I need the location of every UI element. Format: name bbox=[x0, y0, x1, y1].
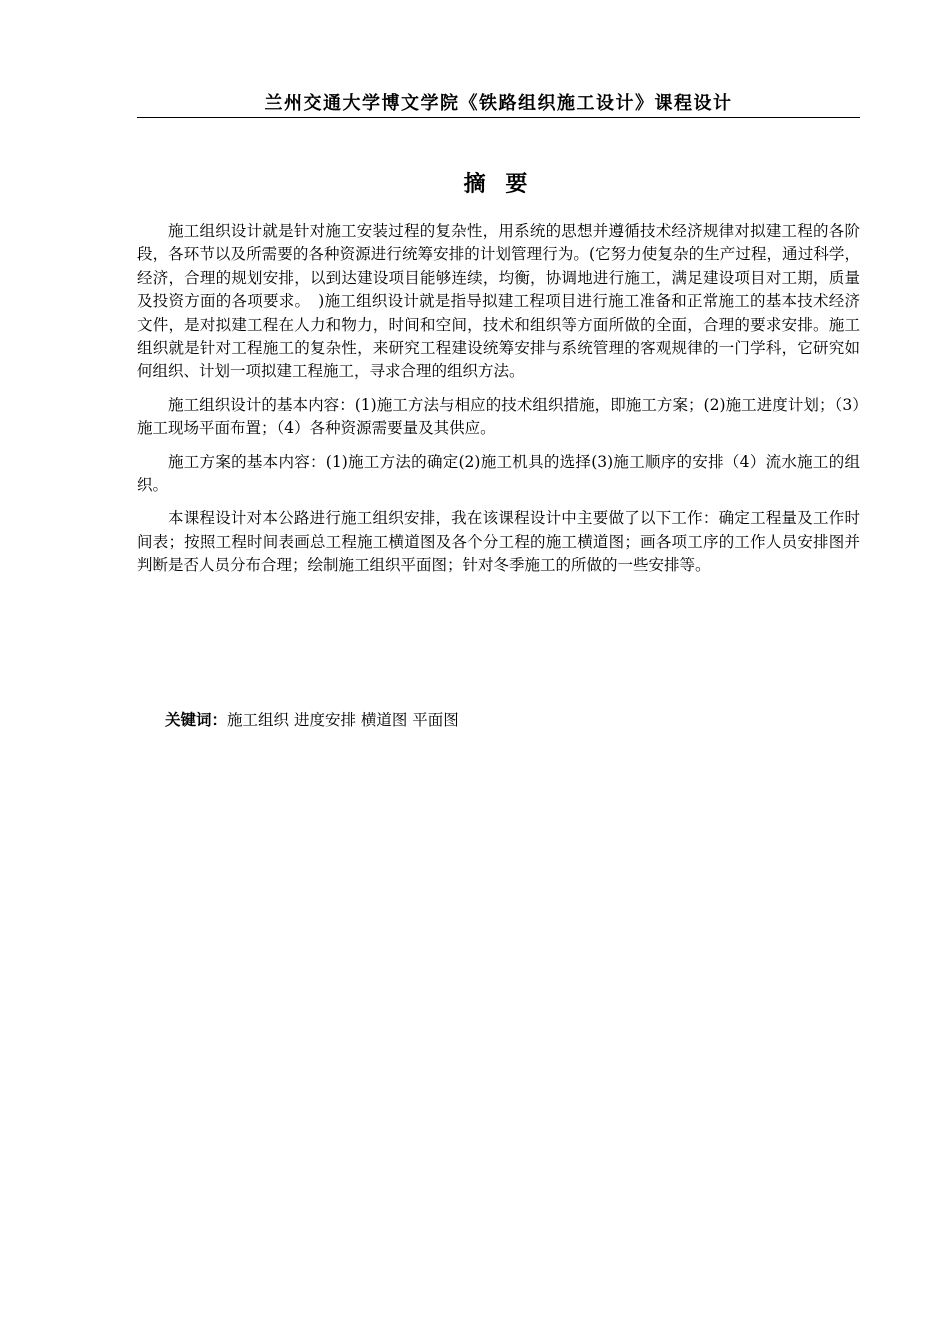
abstract-paragraph-3: 施工方案的基本内容：(1)施工方法的确定(2)施工机具的选择(3)施工顺序的安排（4）流水施工的组织。 bbox=[137, 452, 860, 495]
keywords-value: 施工组织 进度安排 横道图 平面图 bbox=[227, 711, 459, 729]
page-header bbox=[137, 92, 860, 118]
abstract-body bbox=[137, 220, 860, 588]
abstract-paragraph-2: 施工组织设计的基本内容：(1)施工方法与相应的技术组织措施，即施工方案；(2)施工进度计划；（3）施工现场平面布置；（4）各种资源需要量及其供应。 bbox=[137, 395, 860, 438]
abstract-title: 摘 要 bbox=[463, 172, 534, 197]
header-title: 兰州交通大学博文学院《铁路组织施工设计》课程设计 bbox=[264, 93, 733, 114]
keywords-label: 关键词： bbox=[165, 711, 228, 729]
abstract-paragraph-1: 施工组织设计就是针对施工安装过程的复杂性，用系统的思想并遵循技术经济规律对拟建工程的各阶段，各环节以及所需要的各种资源进行统筹安排的计划管理行为。(它努力使复杂的生产过程，通过科学，经济，合理的规划安排，以到达建设项目能够连续，均衡，协调地进行施工，满足建设项目对工期，质量及投资方面的各项要求。 )施工组织设计就是指导拟建工程项目进行施工准备和正常施工的基本技术经济文件，是对拟建工程在人力和物力，时间和空间，技术和组织等方面所做的全面，合理的要求安排。施工组织就是针对工程施工的复杂性，来研究工程建设统筹安排与系统管理的客观规律的一门学科，它研究如何组织、计划一项拟建工程施工，寻求合理的组织方法。 bbox=[137, 222, 860, 381]
keywords-line bbox=[165, 708, 765, 732]
abstract-paragraph-4: 本课程设计对本公路进行施工组织安排，我在该课程设计中主要做了以下工作：确定工程量及工作时间表；按照工程时间表画总工程施工横道图及各个分工程的施工横道图；画各项工序的工作人员安排图并判断是否人员分布合理；绘制施工组织平面图；针对冬季施工的所做的一些安排等。 bbox=[137, 509, 860, 575]
